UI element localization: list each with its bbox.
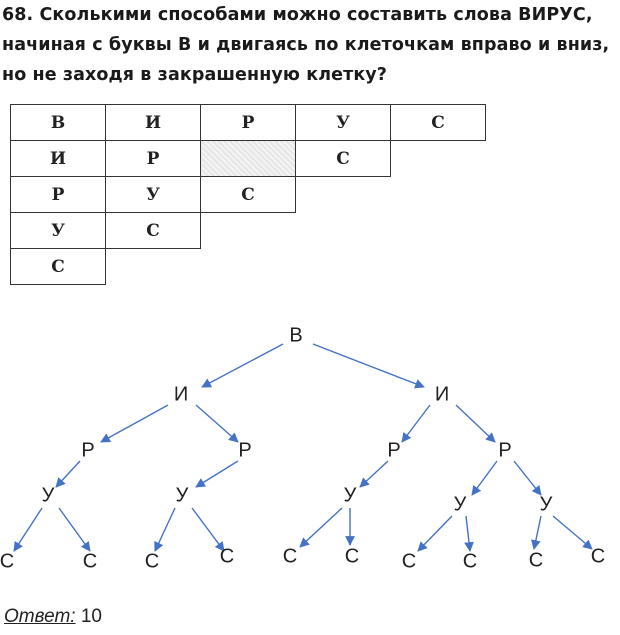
grid-cell: С [391,105,486,141]
grid-cell: Р [106,141,201,177]
grid-cell: С [296,141,391,177]
problem-line-1: 68. Сколькими способами можно составить слова ВИРУС, [2,5,593,25]
tree-arrow [155,508,175,551]
problem-line-3: но не заходя в закрашенную клетку? [2,65,388,85]
tree-node-level2: Р [498,439,512,462]
tree-node-level2: Р [238,439,252,462]
tree-node-level2: Р [81,439,95,462]
grid-cell: С [201,177,296,213]
tree-arrow [360,461,388,487]
tree-leaf: С [82,550,98,573]
tree-arrow [56,461,80,487]
tree-node-level3: У [539,493,553,516]
grid-cell: И [11,141,106,177]
grid-cell: У [296,105,391,141]
grid-cell: Р [11,177,106,213]
tree-node-level1: И [434,383,450,406]
tree-node-root: В [289,324,303,347]
tree-arrow [300,508,342,547]
tree-arrow [553,516,592,549]
tree-arrow [196,405,238,442]
tree-node-level3: У [41,484,55,507]
grid-cell: С [11,249,106,285]
tree-node-level2: Р [387,439,401,462]
grid-cell: Р [201,105,296,141]
answer-line [4,606,102,628]
tree-leaf: С [528,549,544,572]
tree-arrow [534,516,541,549]
grid-cell: В [11,105,106,141]
tree-arrow [101,405,168,442]
grid-cell: С [106,213,201,249]
tree-arrow [514,461,541,495]
tree-arrow [472,461,497,495]
tree-arrow [402,405,430,442]
tree-leaf: С [219,545,235,568]
tree-arrow [202,344,283,387]
grid-cell: У [11,213,106,249]
answer-label: Ответ: [4,606,76,627]
tree-leaf: С [462,550,478,573]
problem-line-2: начиная с буквы В и двигаясь по клеточкам вправо и вниз, [2,35,610,55]
tree-node-level3: У [175,484,189,507]
tree-arrow [466,516,470,551]
tree-leaf: С [282,545,298,568]
tree-node-level3: У [453,493,467,516]
tree-leaf: С [144,550,160,573]
tree-arrow [196,461,238,487]
tree-leaf: С [401,550,417,573]
tree-node-level3: У [343,484,357,507]
tree-arrow [418,516,452,551]
tree-leaf: С [344,545,360,568]
tree-arrow [14,508,42,551]
tree-node-level1: И [173,383,189,406]
tree-leaf: С [590,545,606,568]
tree-arrow [59,508,90,551]
tree-arrow [456,405,495,442]
grid-cell: У [106,177,201,213]
tree-arrow [313,344,424,387]
answer-value: 10 [80,606,102,627]
grid-cell: И [106,105,201,141]
tree-leaf: С [0,550,15,573]
